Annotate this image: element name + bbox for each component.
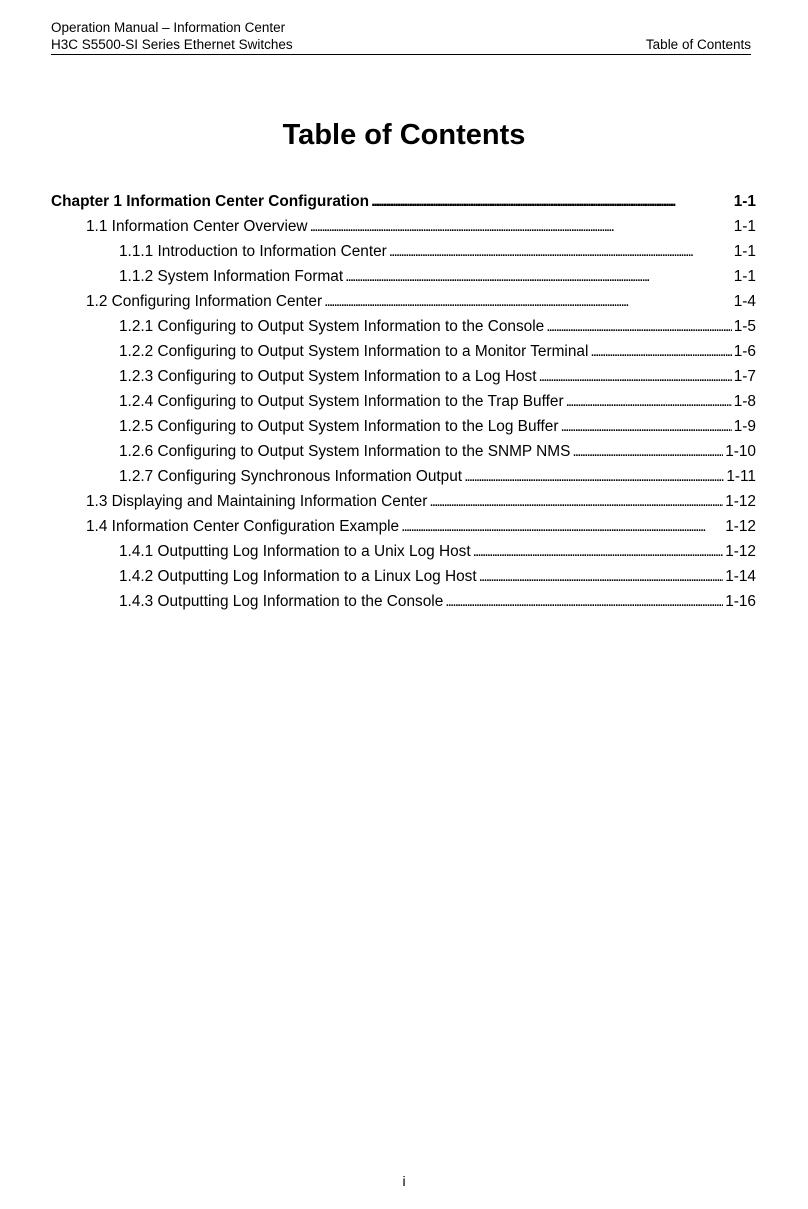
toc-entry-title: 1.3 Displaying and Maintaining Information Center [86,493,428,510]
header-section: Table of Contents [645,37,751,52]
header-divider [51,54,751,55]
toc-entry[interactable] [51,314,756,339]
toc-entry-page: 1-12 [725,518,756,535]
toc-entry[interactable] [51,264,756,289]
toc-entry-title: 1.2.4 Configuring to Output System Information to the Trap Buffer [119,393,564,410]
toc-entry[interactable] [51,289,756,314]
toc-entry-title: 1.2 Configuring Information Center [86,293,323,310]
toc-entry[interactable] [51,564,756,589]
toc-entry-page: 1-1 [733,193,756,210]
table-of-contents [51,189,756,614]
toc-entry-title: 1.2.3 Configuring to Output System Information to a Log Host [119,368,537,385]
toc-dot-leader [345,264,732,289]
header-manual-title: Operation Manual – Information Center [51,20,286,35]
toc-entry-page: 1-11 [726,468,756,485]
toc-entry[interactable] [51,489,756,514]
toc-entry-title: 1.4.1 Outputting Log Information to a Unix Log Host [119,543,471,560]
toc-entry-page: 1-14 [725,568,756,585]
toc-entry[interactable] [51,389,756,414]
toc-entry-page: 1-6 [733,343,756,360]
toc-dot-leader [371,189,732,214]
toc-entry-title: 1.4.3 Outputting Log Information to the Console [119,593,444,610]
toc-dot-leader [590,339,731,364]
toc-entry[interactable] [51,514,756,539]
toc-entry-title: 1.2.6 Configuring to Output System Information to the SNMP NMS [119,443,571,460]
toc-entry-page: 1-8 [733,393,756,410]
toc-entry-title: 1.1 Information Center Overview [86,218,308,235]
toc-entry-title: 1.1.1 Introduction to Information Center [119,243,387,260]
toc-dot-leader [479,564,724,589]
toc-entry-title: 1.4 Information Center Configuration Example [86,518,400,535]
header-row-top [51,19,751,36]
header-product: H3C S5500-SI Series Ethernet Switches [51,37,293,52]
toc-entry-page: 1-9 [733,418,756,435]
toc-dot-leader [473,539,724,564]
toc-entry-page: 1-10 [725,443,756,460]
toc-entry[interactable] [51,539,756,564]
toc-entry-title: 1.2.1 Configuring to Output System Information to the Console [119,318,545,335]
toc-entry-title: 1.1.2 System Information Format [119,268,344,285]
toc-entry[interactable] [51,439,756,464]
toc-entry-page: 1-12 [725,543,756,560]
toc-dot-leader [324,289,732,314]
toc-entry-title: 1.4.2 Outputting Log Information to a Linux Log Host [119,568,477,585]
toc-entry-page: 1-1 [733,243,756,260]
toc-entry-title: 1.2.5 Configuring to Output System Information to the Log Buffer [119,418,559,435]
toc-entry-title: 1.2.7 Configuring Synchronous Information Output [119,468,463,485]
toc-entry[interactable] [51,214,756,239]
toc-dot-leader [310,214,732,239]
toc-entry-page: 1-1 [733,268,756,285]
page-number: i [402,1173,406,1189]
toc-entry-page: 1-7 [733,368,756,385]
toc-entry-page: 1-16 [725,593,756,610]
toc-dot-leader [464,464,724,489]
toc-dot-leader [566,389,732,414]
toc-entry[interactable] [51,364,756,389]
toc-dot-leader [401,514,723,539]
toc-dot-leader [445,589,723,614]
toc-entry[interactable] [51,464,756,489]
toc-entry[interactable] [51,239,756,264]
toc-dot-leader [539,364,732,389]
toc-entry[interactable] [51,189,756,214]
toc-entry-page: 1-4 [733,293,756,310]
toc-dot-leader [429,489,723,514]
page-header [51,19,751,53]
toc-entry-page: 1-5 [733,318,756,335]
toc-entry[interactable] [51,589,756,614]
toc-entry-page: 1-12 [725,493,756,510]
header-row-bottom [51,36,751,53]
toc-dot-leader [389,239,732,264]
page-title: Table of Contents [282,119,526,151]
toc-dot-leader [572,439,723,464]
toc-entry-title: 1.2.2 Configuring to Output System Information to a Monitor Terminal [119,343,589,360]
toc-dot-leader [546,314,732,339]
toc-entry[interactable] [51,414,756,439]
toc-entry-title: Chapter 1 Information Center Configuration [51,193,370,210]
toc-entry-page: 1-1 [733,218,756,235]
toc-dot-leader [560,414,731,439]
toc-entry[interactable] [51,339,756,364]
